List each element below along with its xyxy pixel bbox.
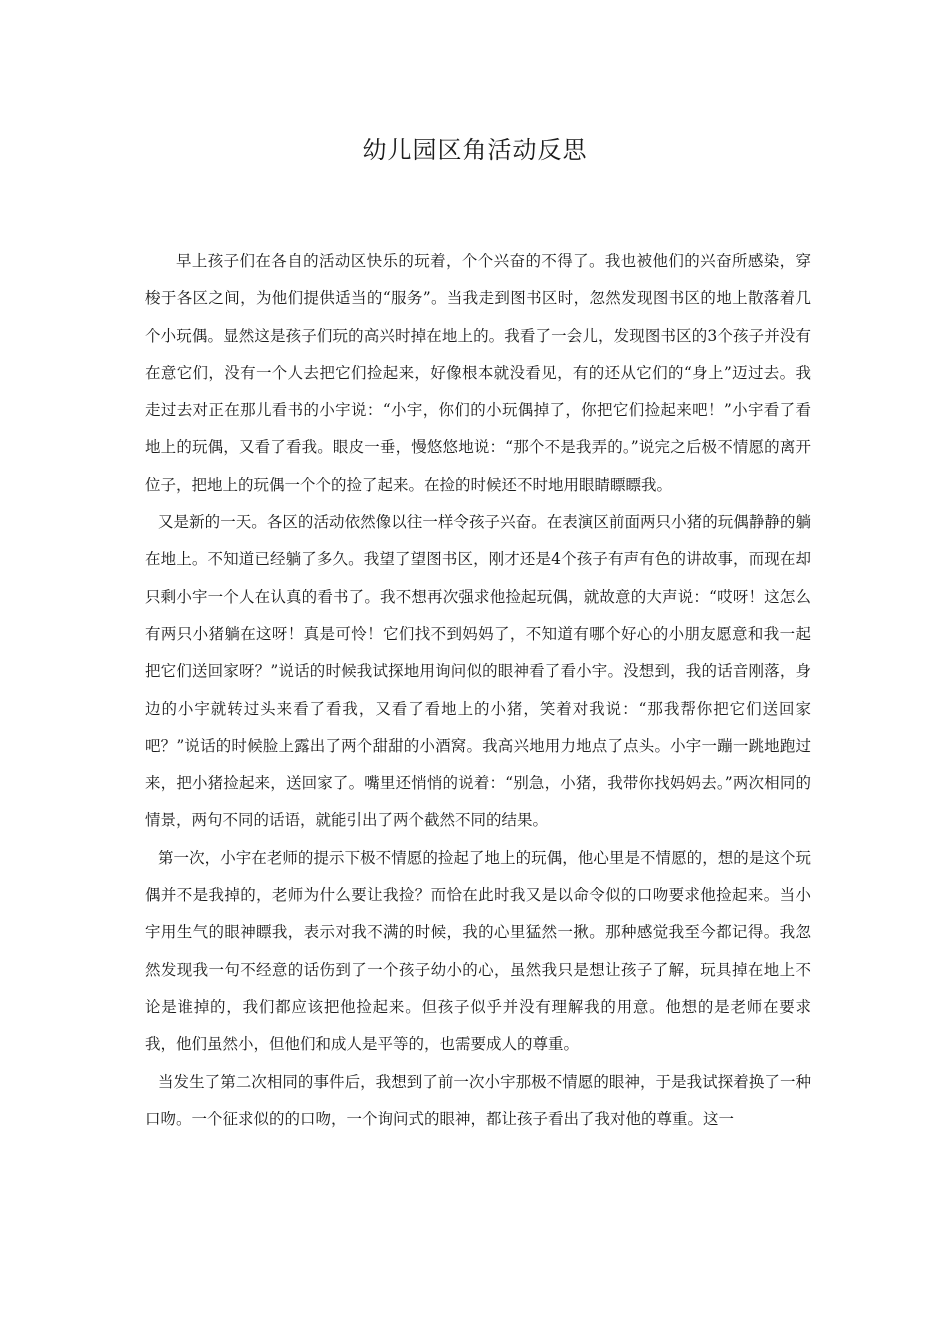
paragraph-4: 当发生了第二次相同的事件后，我想到了前一次小宇那极不情愿的眼神，于是我试探着换了一种口吻。一个征求似的的口吻，一个询问式的眼神，都让孩子看出了我对他的尊重。这一 bbox=[145, 1072, 811, 1128]
paragraph-2: 又是新的一天。各区的活动依然像以往一样令孩子兴奋。在表演区前面两只小猪的玩偶静静的躺在地上。不知道已经躺了多久。我望了望图书区，刚才还是4个孩子有声有色的讲故事，而现在却只剩小宇一个人在认真的看书了。我不想再次强求他捡起玩偶，就故意的大声说：“哎呀！这怎么有两只小猪躺在这呀！真是可怜！它们找不到妈妈了，不知道有哪个好心的小朋友愿意和我一起把它们送回家呀？”说话的时候我试探地用询问似的眼神看了看小宇。没想到，我的话音刚落，身边的小宇就转过头来看了看我，又看了看地上的小猪，笑着对我说：“那我帮你把它们送回家吧？”说话的时候脸上露出了两个甜甜的小酒窝。我高兴地用力地点了点头。小宇一蹦一跳地跑过来，把小猪捡起来，送回家了。嘴里还悄悄的说着：“别急，小猪，我带你找妈妈去。”两次相同的情景，两句不同的话语，就能引出了两个截然不同的结果。 bbox=[145, 513, 811, 830]
document-body bbox=[145, 243, 811, 1138]
paragraph-1: 早上孩子们在各自的活动区快乐的玩着，个个兴奋的不得了。我也被他们的兴奋所感染，穿梭于各区之间，为他们提供适当的“服务”。当我走到图书区时，忽然发现图书区的地上散落着几个小玩偶。显然这是孩子们玩的高兴时掉在地上的。我看了一会儿，发现图书区的3个孩子并没有在意它们，没有一个人去把它们捡起来，好像根本就没看见，有的还从它们的“身上”迈过去。我走过去对正在那儿看书的小宇说：“小宇，你们的小玩偶掉了，你把它们捡起来吧！”小宇看了看地上的玩偶，又看了看我。眼皮一垂，慢悠悠地说：“那个不是我弄的。”说完之后极不情愿的离开位子，把地上的玩偶一个个的捡了起来。在捡的时候还不时地用眼睛瞟瞟我。 bbox=[145, 252, 811, 494]
document-title: 幼儿园区角活动反思 bbox=[362, 136, 588, 164]
paragraph-3: 第一次，小宇在老师的提示下极不情愿的捡起了地上的玩偶，他心里是不情愿的，想的是这个玩偶并不是我掉的，老师为什么要让我捡？而恰在此时我又是以命令似的口吻要求他捡起来。当小宇用生气的眼神瞟我，表示对我不满的时候，我的心里猛然一揪。那种感觉我至今都记得。我忽然发现我一句不经意的话伤到了一个孩子幼小的心，虽然我只是想让孩子了解，玩具掉在地上不论是谁掉的，我们都应该把他捡起来。但孩子似乎并没有理解我的用意。他想的是老师在要求我，他们虽然小，但他们和成人是平等的，也需要成人的尊重。 bbox=[145, 848, 811, 1054]
